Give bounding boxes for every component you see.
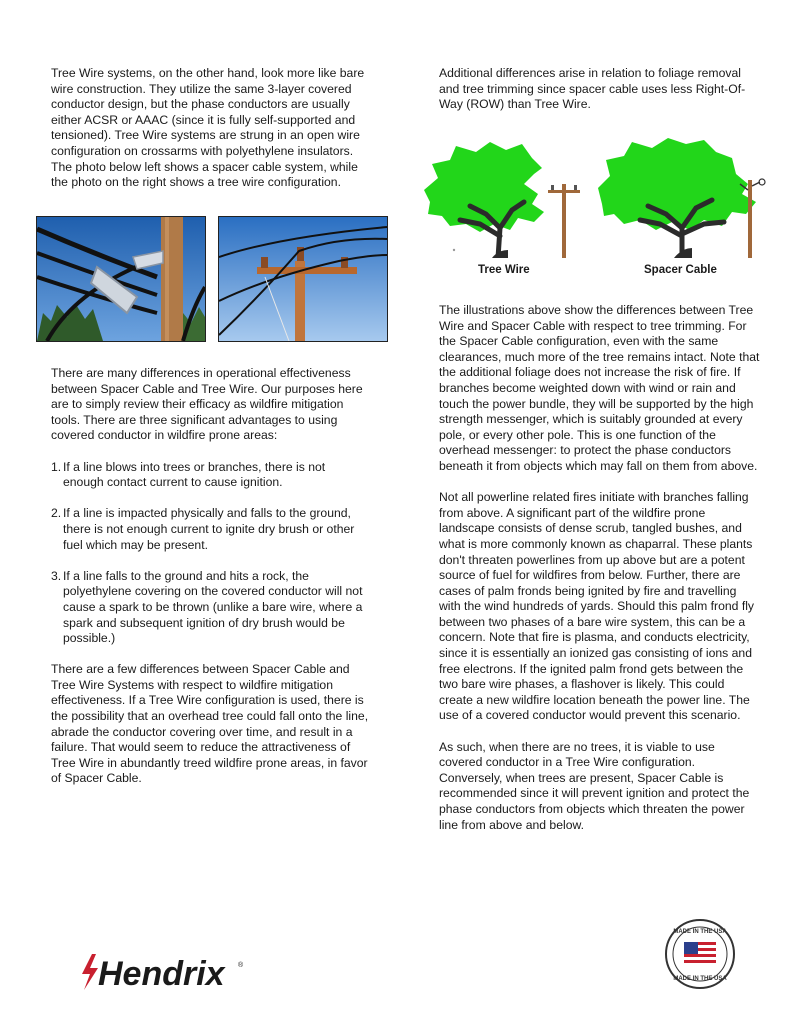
tree-wire-caption: Tree Wire — [478, 264, 530, 276]
left-column — [51, 66, 369, 191]
intro-paragraph: Tree Wire systems, on the other hand, look more like bare wire construction. They utilize the same 3-layer covered conductor design, but the phase conductors are usually either ACSR or AAAC (since it is fully self-supported and tensioned). Tree Wire systems are strung in an open wire configuration on crossarms with polyethylene insulators. The photo below left shows a spacer cable system, while the photo on the right shows a tree wire configuration. — [51, 66, 365, 190]
hendrix-logo — [78, 952, 248, 997]
conclusion-paragraph: As such, when there are no trees, it is viable to use covered conductor in a Tree Wire configuration. Conversely, when trees are present, Spacer Cable is recommended since it will prevent ignition and protect the phase conductors from objects which threaten the power line from above and below. — [439, 739, 750, 832]
svg-text:®: ® — [238, 962, 244, 969]
list-item: 1. If a line blows into trees or branches, there is not enough contact current to cause ignition. — [51, 459, 326, 490]
advantages-list — [51, 460, 369, 647]
ground-fires-paragraph: Not all powerline related fires initiate with branches falling from above. A significant part of the wildfire prone landscape consists of dense scrub, tangled bushes, and what is more commonly known as chaparral. These plants don't threaten powerlines from up above but are a potent source of fuel for wildfires from below. Further, there are cases of palm fronds being ignited by fire and travelling with the wind hundreds of yards. Should this palm frond fly between two phases of a bare wire system, this can be a concern. Note that fire is plasma, and conducts electricity, since it is essentially an ionized gas consisting of ions and free electrons. If the ignited palm frond gets between the two bare wire phases, a flashover is likely. This could create a new wildfire location beneath the power line. The use of a covered conductor would prevent this scenario. — [439, 490, 755, 723]
lightning-bolt-icon — [82, 954, 98, 990]
us-flag-icon — [684, 942, 716, 966]
tree-wire-photo — [218, 216, 388, 342]
made-in-usa-badge — [664, 918, 736, 995]
mitigation-paragraph: There are a few differences between Spacer Cable and Tree Wire Systems with respect to wildfire mitigation effectiveness. If a Tree Wire configuration is used, there is the possibility that an overhead tree could fall onto the line, abrade the conductor covering over time, and result in a failure. That would seem to reduce the attractiveness of Tree Wire in abundantly treed wildfire prone areas, in favor of Spacer Cable. — [51, 662, 369, 786]
right-column-top — [439, 66, 761, 113]
spacer-cable-caption: Spacer Cable — [644, 264, 717, 276]
differences-paragraph: There are many differences in operational effectiveness between Spacer Cable and Tree Wire. Our purposes here are to simply review their efficacy as wildfire mitigation tools. There are three significant advantages to using covered conductor in wildfire prone areas: — [51, 366, 363, 443]
spacer-cable-illustration — [596, 134, 766, 263]
spacer-cable-photo — [36, 216, 206, 342]
left-column-lower — [51, 366, 369, 787]
svg-text:MADE IN THE USA: MADE IN THE USA — [673, 929, 727, 935]
list-item: 3. If a line falls to the ground and hits a rock, the polyethylene covering on the covered conductor will not cause a spark to be thrown (unlike a bare wire, where a spark and subsequent ignition of dry brush would be possible.) — [51, 568, 363, 646]
right-column-lower — [439, 303, 761, 833]
illustrations-paragraph: The illustrations above show the differences between Tree Wire and Spacer Cable with respect to tree trimming. For the Spacer Cable configuration, even with the same clearances, much more of the tree remains intact. Note that the additional foliage does not increase the risk of fire. If branches become weighted down with wind or rain and touch the power bundle, they will be supported by the high strength messenger, which is suitably grounded at every pole, or every other pole. This is one function of the overhead messenger: to protect the phase conductors beneath it from objects which may fall on them from above. — [439, 303, 760, 473]
list-item: 2. If a line is impacted physically and falls to the ground, there is not enough current to ignite dry brush or other fuel which may be present. — [51, 506, 355, 552]
svg-text:MADE IN THE USA: MADE IN THE USA — [673, 976, 727, 982]
tree-wire-illustration — [420, 140, 590, 263]
svg-text:Hendrix: Hendrix — [98, 955, 225, 992]
foliage-paragraph: Additional differences arise in relation to foliage removal and tree trimming since spacer cable uses less Right-Of-Way (ROW) than Tree Wire. — [439, 66, 746, 112]
